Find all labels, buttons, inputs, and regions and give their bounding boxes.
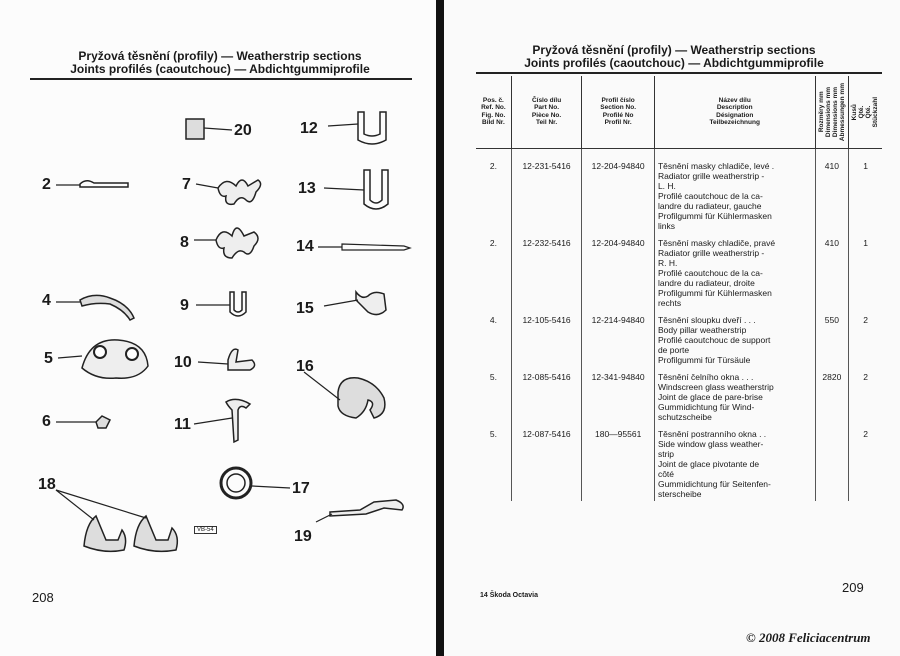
left-title-line1: Pryžová těsnění (profily) — Weatherstrip sections xyxy=(78,49,362,63)
profile-13-shape xyxy=(364,170,388,209)
cell-profile-no: 12-341-94840 xyxy=(582,367,655,424)
cell-dimension: 410 xyxy=(815,233,849,310)
profile-8-shape xyxy=(216,228,258,258)
description-line: de porte xyxy=(657,345,690,355)
description-line: L. H. xyxy=(657,181,676,191)
cell-profile-no: 12-204-94840 xyxy=(582,156,655,233)
label-13: 13 xyxy=(298,180,316,197)
cell-part-no: 12-105-5416 xyxy=(511,310,582,367)
description-line: strip xyxy=(657,449,675,459)
header-line: Dimensions mm xyxy=(824,86,832,137)
label-17: 17 xyxy=(292,480,310,497)
label-15: 15 xyxy=(296,300,314,317)
description-line: schutzscheibe xyxy=(657,412,712,422)
header-line: Název dílu xyxy=(718,96,751,104)
cell-dimension: 410 xyxy=(815,156,849,233)
label-6: 6 xyxy=(42,413,51,430)
cell-pos: 5. xyxy=(489,429,497,439)
weatherstrip-diagrams xyxy=(0,0,436,600)
table-row xyxy=(476,233,882,310)
label-4: 4 xyxy=(42,292,51,309)
left-page-number: 208 xyxy=(32,590,54,605)
profile-16-shape xyxy=(338,378,385,418)
description-line: Gummidichtung für Wind- xyxy=(657,402,755,412)
profile-18-shape-b xyxy=(134,516,177,551)
label-18: 18 xyxy=(38,476,56,493)
header-line: Dimensions mm xyxy=(831,86,839,137)
cell-description xyxy=(654,310,815,367)
label-20: 20 xyxy=(234,122,252,139)
profile-19-shape xyxy=(330,500,403,516)
header-desc xyxy=(654,76,815,148)
cell-part-no: 12-085-5416 xyxy=(511,367,582,424)
copyright-notice: © 2008 Feliciacentrum xyxy=(746,630,871,645)
vb-tag: VB-54 xyxy=(194,526,217,534)
cell-quantity: 2 xyxy=(849,424,882,501)
description-line: R. H. xyxy=(657,258,678,268)
header-line: Rozměry mm xyxy=(817,91,825,133)
label-5: 5 xyxy=(44,350,53,367)
cell-profile-no: 12-214-94840 xyxy=(582,310,655,367)
cell-dimension: 2820 xyxy=(815,367,849,424)
cell-description xyxy=(654,367,815,424)
description-line: landre du radiateur, gauche xyxy=(657,201,762,211)
header-line: Profil číslo xyxy=(601,96,635,104)
cell-dimension xyxy=(815,424,849,501)
description-line: côté xyxy=(657,469,675,479)
cell-quantity: 2 xyxy=(849,310,882,367)
description-line: Profilé caoutchouc de la ca- xyxy=(657,191,763,201)
right-title-rule xyxy=(476,72,882,74)
header-line: Teil Nr. xyxy=(535,119,558,127)
header-line: Section No. xyxy=(600,104,637,112)
table-row xyxy=(476,424,882,501)
description-line: Side window glass weather- xyxy=(657,439,764,449)
header-line: Číslo dílu xyxy=(531,96,562,104)
cell-part-no: 12-087-5416 xyxy=(511,424,582,501)
header-line: Part No. xyxy=(534,104,560,112)
description-line: Profilgummi für Türsäule xyxy=(657,355,751,365)
cell-dimension: 550 xyxy=(815,310,849,367)
label-11: 11 xyxy=(174,416,191,433)
table-body xyxy=(476,148,882,501)
cell-quantity: 1 xyxy=(849,233,882,310)
header-line: Ref. No. xyxy=(481,104,506,112)
right-title-line2: Joints profilés (caoutchouc) — Abdichtgummiprofile xyxy=(524,56,824,70)
label-7: 7 xyxy=(182,176,191,193)
left-title-line2: Joints profilés (caoutchouc) — Abdichtgummiprofile xyxy=(70,62,370,76)
right-page-number: 209 xyxy=(842,580,864,595)
cell-pos: 5. xyxy=(489,372,497,382)
description-line: Profilgummi für Kühlermasken xyxy=(657,211,772,221)
header-qty xyxy=(849,76,882,148)
label-8: 8 xyxy=(180,234,189,251)
description-line: Joint de glace de pare-brise xyxy=(657,392,763,402)
description-line: Gummidichtung für Seitenfen- xyxy=(657,479,771,489)
header-line: Description xyxy=(716,104,753,112)
label-9: 9 xyxy=(180,297,189,314)
profile-17-shape xyxy=(221,468,251,498)
label-12: 12 xyxy=(300,120,318,137)
header-line: Qté. xyxy=(858,105,866,119)
cell-pos: 2. xyxy=(489,161,497,171)
cell-part-no: 12-232-5416 xyxy=(511,233,582,310)
header-line: Pos. č. xyxy=(482,96,504,104)
description-line: Body pillar weatherstrip xyxy=(657,325,747,335)
right-title xyxy=(484,44,864,70)
left-page xyxy=(0,0,436,656)
profile-4-shape xyxy=(80,295,134,320)
description-line: landre du radiateur, droite xyxy=(657,278,755,288)
label-16: 16 xyxy=(296,358,314,375)
cell-description xyxy=(654,156,815,233)
profile-9-shape xyxy=(230,292,246,316)
profile-20-shape xyxy=(186,119,204,139)
table-row xyxy=(476,367,882,424)
description-line: Windscreen glass weatherstrip xyxy=(657,382,774,392)
profile-5-shape xyxy=(82,340,148,378)
header-line: Désignation xyxy=(716,111,754,119)
header-line: Kusů xyxy=(851,103,859,120)
description-line: Radiator grille weatherstrip - xyxy=(657,171,765,181)
cell-profile-no: 180—95561 xyxy=(582,424,655,501)
header-line: Teilbezeichnung xyxy=(709,119,760,127)
profile-6-shape xyxy=(96,416,110,428)
label-14: 14 xyxy=(296,238,314,255)
description-line: Těsnění postranního okna . . xyxy=(657,429,767,439)
header-line: Pièce No. xyxy=(531,111,562,119)
profile-14-shape xyxy=(342,244,410,250)
profile-11-shape xyxy=(226,399,250,442)
description-line: Těsnění sloupku dveří . . . xyxy=(657,315,756,325)
description-line: Profilé caoutchouc de la ca- xyxy=(657,268,763,278)
cell-description xyxy=(654,233,815,310)
header-line: Qté. xyxy=(865,105,873,119)
cell-profile-no: 12-204-94840 xyxy=(582,233,655,310)
profile-18-shape-a xyxy=(84,516,126,551)
footer-text: 14 Škoda Octavia xyxy=(480,592,538,599)
header-line: Profilé No xyxy=(602,111,634,119)
description-line: rechts xyxy=(657,298,682,308)
book-spine xyxy=(436,0,444,656)
description-line: sterscheibe xyxy=(657,489,702,499)
profile-10-shape xyxy=(228,349,255,370)
profile-15-shape xyxy=(356,292,386,315)
header-line: Stückzahl xyxy=(872,96,880,127)
table-row xyxy=(476,310,882,367)
table-header-row xyxy=(476,76,882,148)
header-profile xyxy=(582,76,655,148)
description-line: Profilgummi für Kühlermasken xyxy=(657,288,772,298)
right-title-line1: Pryžová těsnění (profily) — Weatherstrip sections xyxy=(532,43,816,57)
description-line: Profilé caoutchouc de support xyxy=(657,335,771,345)
cell-description xyxy=(654,424,815,501)
description-line: links xyxy=(657,221,675,231)
header-line: Profil Nr. xyxy=(604,119,632,127)
header-part xyxy=(511,76,582,148)
description-line: Těsnění masky chladiče, levé . xyxy=(657,161,775,171)
table-row xyxy=(476,156,882,233)
cell-pos: 2. xyxy=(489,238,497,248)
right-page xyxy=(444,0,900,656)
description-line: Těsnění čelního okna . . . xyxy=(657,372,754,382)
header-line: Fig. No. xyxy=(481,111,506,119)
description-line: Těsnění masky chladiče, pravé xyxy=(657,238,776,248)
profile-12-shape xyxy=(358,112,386,144)
cell-part-no: 12-231-5416 xyxy=(511,156,582,233)
label-19: 19 xyxy=(294,528,312,545)
label-2: 2 xyxy=(42,176,51,193)
cell-pos: 4. xyxy=(489,315,497,325)
description-line: Radiator grille weatherstrip - xyxy=(657,248,765,258)
header-line: Abmessungen mm xyxy=(838,82,846,141)
profile-2-shape xyxy=(80,181,128,187)
header-pos xyxy=(476,76,511,148)
label-10: 10 xyxy=(174,354,192,371)
cell-quantity: 1 xyxy=(849,156,882,233)
header-dim xyxy=(815,76,849,148)
description-line: Joint de glace pivotante de xyxy=(657,459,760,469)
cell-quantity: 2 xyxy=(849,367,882,424)
profile-7-shape xyxy=(218,180,261,204)
header-line: Bild Nr. xyxy=(482,119,505,127)
parts-table xyxy=(476,76,882,501)
